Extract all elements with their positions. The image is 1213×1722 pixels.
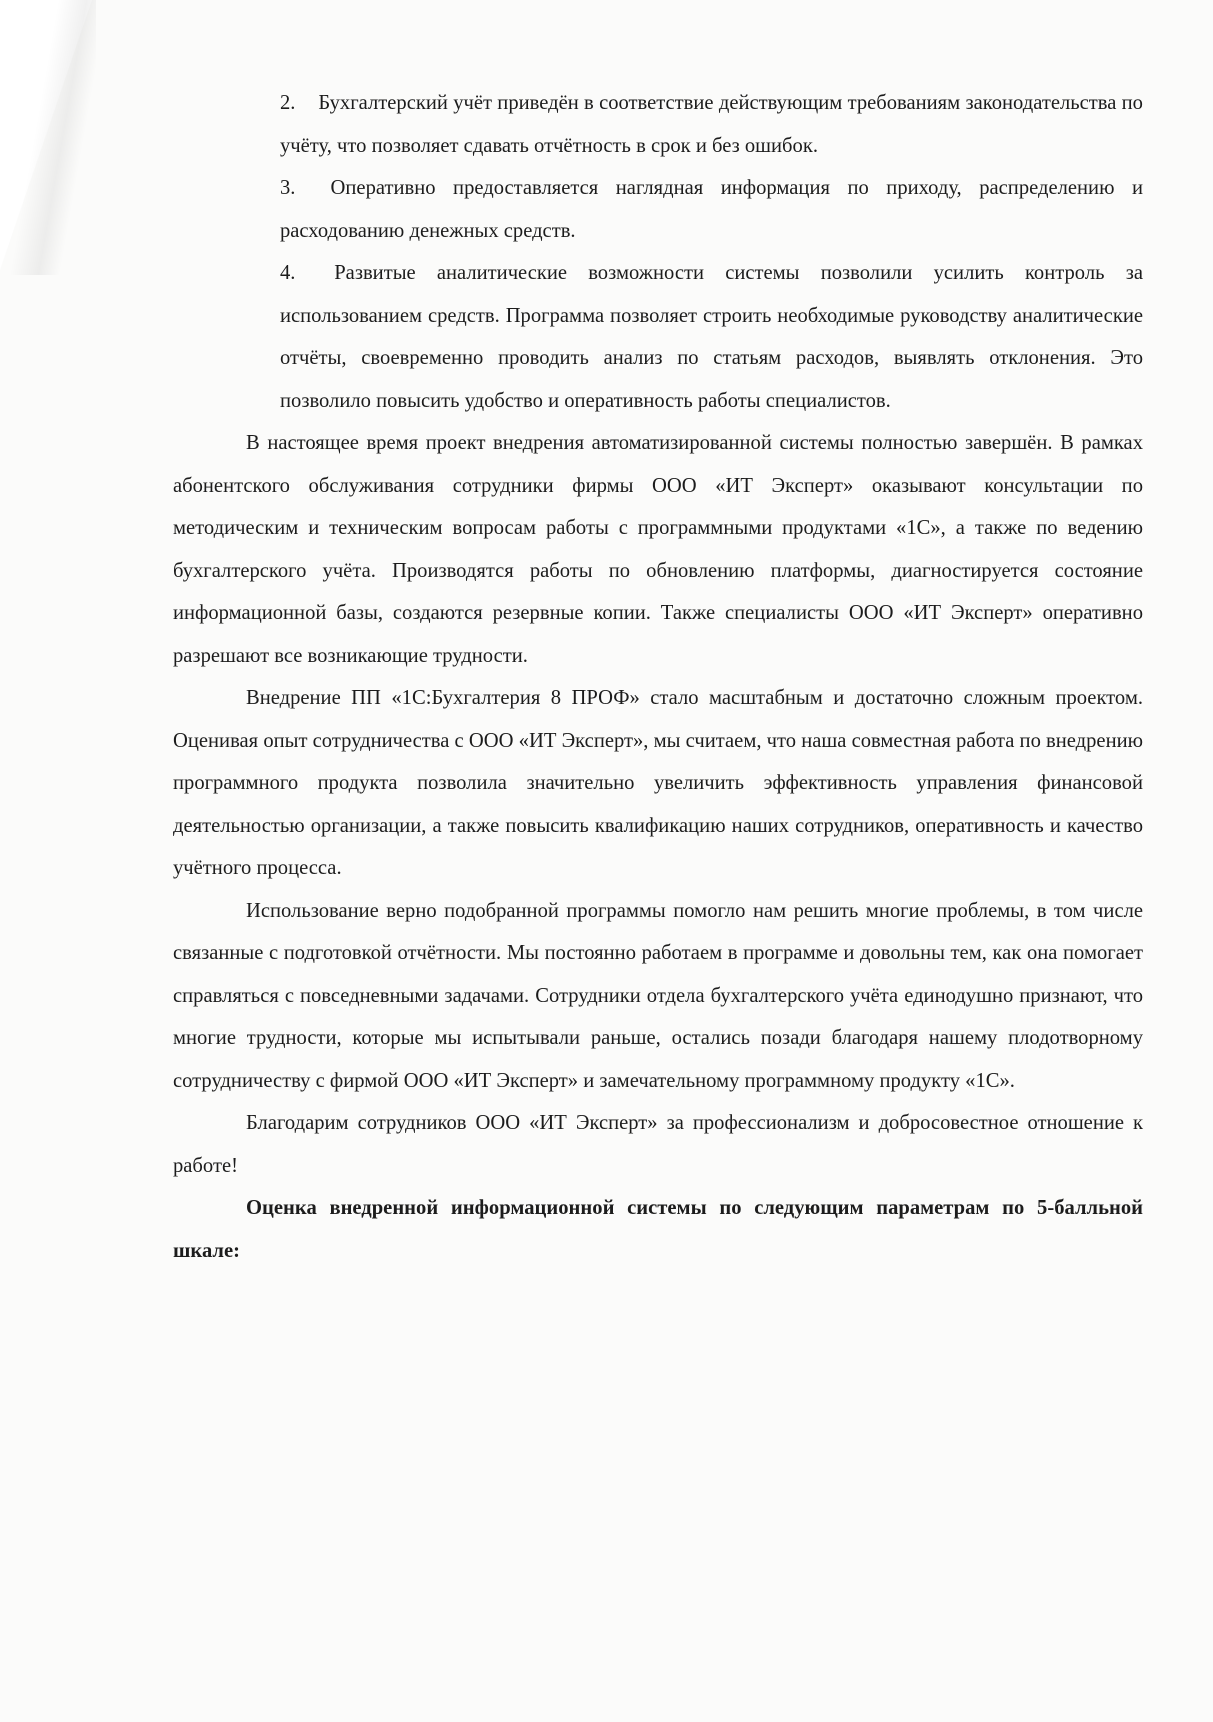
list-item — [173, 82, 1143, 167]
paragraph: В настоящее время проект внедрения автоматизированной системы полностью завершён. В рамках абонентского обслуживания сотрудники фирмы ООО «ИТ Эксперт» оказывают консультации по методическим и техническим вопросам работы с программными продуктами «1С», а также по ведению бухгалтерского учёта. Производятся работы по обновлению платформы, диагностируется состояние информационной базы, создаются резервные копии. Также специалисты ООО «ИТ Эксперт» оперативно разрешают все возникающие трудности. — [173, 432, 1143, 667]
list-item-text — [280, 82, 1143, 167]
paragraph: Благодарим сотрудников ООО «ИТ Эксперт» за профессионализм и добросовестное отношение к работе! — [173, 1112, 1143, 1177]
paragraph: Использование верно подобранной программы помогло нам решить многие проблемы, в том числе связанные с подготовкой отчётности. Мы постоянно работаем в программе и довольны тем, как она помогает справляться с повседневными задачами. Сотрудники отдела бухгалтерского учёта единодушно признают, что многие трудности, которые мы испытывали раньше, остались позади благодаря нашему плодотворному сотрудничеству с фирмой ООО «ИТ Эксперт» и замечательному программному продукту «1С». — [173, 899, 1143, 1092]
list-item-number: 3. — [280, 177, 296, 199]
list-item-body: Оперативно предоставляется наглядная информация по приходу, распределению и расходованию денежных средств. — [280, 177, 1143, 242]
numbered-list — [173, 82, 1143, 422]
document-body — [173, 82, 1143, 1272]
list-item-text — [280, 252, 1143, 422]
list-item — [173, 167, 1143, 252]
section-heading: Оценка внедренной информационной системы по следующим параметрам по 5-балльной шкале: — [173, 1197, 1143, 1262]
list-item-body: Бухгалтерский учёт приведён в соответствие действующим требованиям законодательства по учёту, что позволяет сдавать отчётность в срок и без ошибок. — [280, 92, 1143, 157]
paragraph: Внедрение ПП «1С:Бухгалтерия 8 ПРОФ» стало масштабным и достаточно сложным проектом. Оценивая опыт сотрудничества с ООО «ИТ Эксперт», мы считаем, что наша совместная работа по внедрению программного продукта позволила значительно увеличить эффективность управления финансовой деятельностью организации, а также повысить квалификацию наших сотрудников, оперативность и качество учётного процесса. — [173, 687, 1143, 879]
page-corner-shadow — [0, 0, 96, 275]
list-item-body: Развитые аналитические возможности системы позволили усилить контроль за использованием средств. Программа позволяет строить необходимые руководству аналитические отчёты, своевременно проводить анализ по статьям расходов, выявлять отклонения. Это позволило повысить удобство и оперативность работы специалистов. — [280, 262, 1143, 412]
list-item-number: 2. — [280, 92, 296, 114]
list-item-number: 4. — [280, 262, 296, 284]
list-item — [173, 252, 1143, 422]
list-item-text — [280, 167, 1143, 252]
